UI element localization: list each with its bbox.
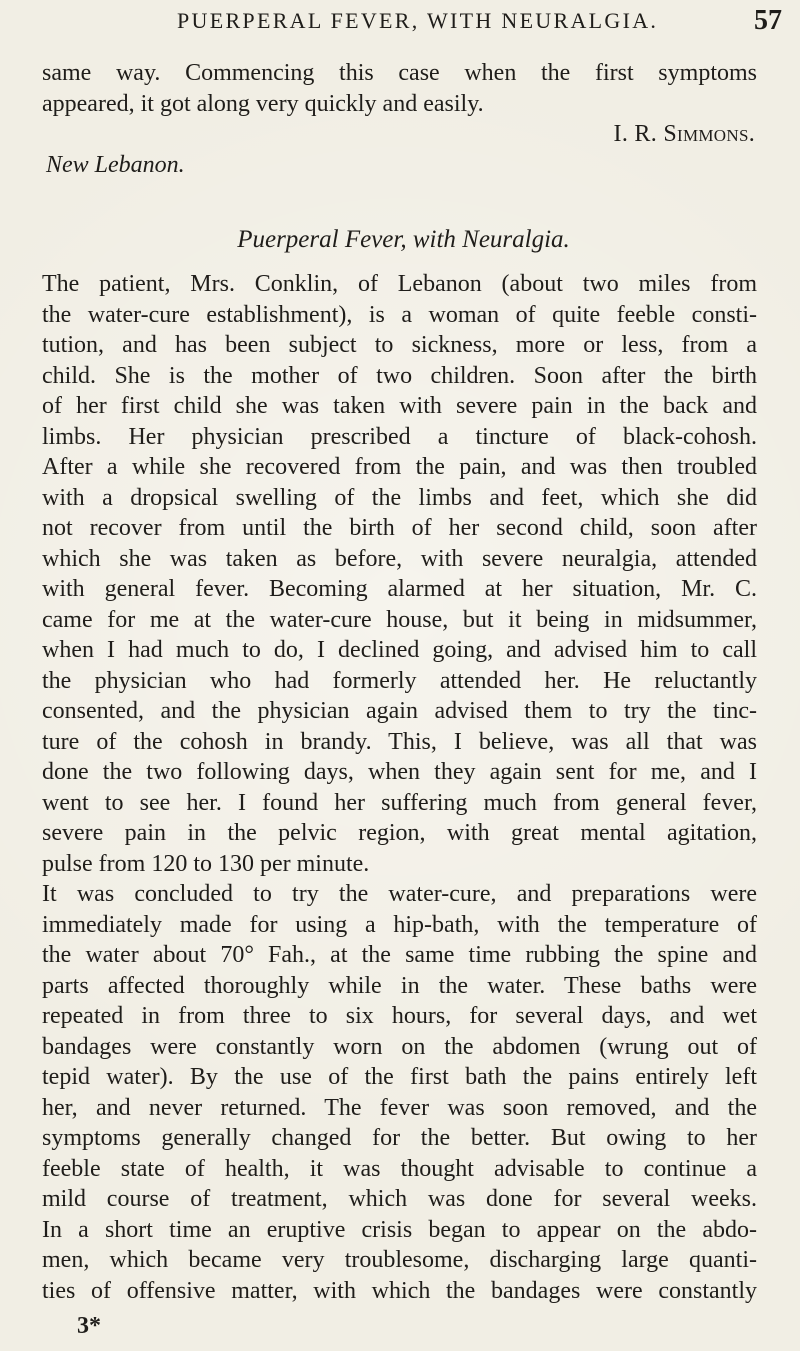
place-name: New Lebanon.	[46, 151, 185, 178]
text-line: child. She is the mother of two children. Soon after the birth	[42, 362, 757, 389]
text-line: the physician who had formerly attended her. He reluctantly	[42, 667, 757, 694]
text-line: tepid water). By the use of the first bath the pains entirely left	[42, 1064, 757, 1090]
text-line: her, and never returned. The fever was soon removed, and the	[42, 1094, 757, 1121]
text-line: It was concluded to try the water-cure, and preparations were	[42, 881, 757, 907]
text-line: with general fever. Becoming alarmed at her situation, Mr. C.	[42, 576, 757, 602]
text-line: appeared, it got along very quickly and easily.	[42, 90, 484, 117]
text-line: of her first child she was taken with severe pain in the back and	[42, 393, 757, 419]
text-line: not recover from until the birth of her second child, soon after	[42, 515, 757, 541]
text-line: After a while she recovered from the pain, and was then troubled	[42, 454, 757, 480]
text-line: immediately made for using a hip-bath, with the temperature of	[42, 911, 757, 938]
text-line: done the two following days, when they again sent for me, and I	[42, 759, 757, 785]
text-line: same way. Commencing this case when the first symptoms	[42, 60, 757, 86]
text-line: tution, and has been subject to sickness, more or less, from a	[42, 332, 757, 358]
text-line: the water about 70° Fah., at the same time rubbing the spine and	[42, 942, 757, 968]
text-line: The patient, Mrs. Conklin, of Lebanon (about two miles from	[42, 271, 757, 297]
text-line: parts affected thoroughly while in the water. These baths were	[42, 972, 757, 999]
running-head-title: PUERPERAL FEVER, WITH NEURALGIA.	[177, 8, 659, 33]
text-line: came for me at the water-cure house, but it being in midsummer,	[42, 606, 757, 633]
signature-initials: I. R.	[613, 121, 658, 147]
author-signature	[42, 119, 757, 150]
text-line: repeated in from three to six hours, for several days, and wet	[42, 1003, 757, 1029]
text-line: pulse from 120 to 130 per minute.	[42, 850, 370, 877]
signature-surname: Simmons.	[663, 121, 755, 147]
text-line: which she was taken as before, with severe neuralgia, attended	[42, 545, 757, 572]
text-line: mild course of treatment, which was done for several weeks.	[42, 1186, 757, 1212]
section-title: Puerperal Fever, with Neuralgia.	[237, 226, 570, 253]
text-line: ties of offensive matter, with which the bandages were constantly	[42, 1277, 757, 1304]
text-line: bandages were constantly worn on the abdomen (wrung out of	[42, 1033, 757, 1060]
text-line: limbs. Her physician prescribed a tincture of black-cohosh.	[42, 423, 757, 450]
page-number: 57	[754, 5, 782, 36]
text-line: severe pain in the pelvic region, with great mental agitation,	[42, 820, 757, 846]
text-line: with a dropsical swelling of the limbs and feet, which she did	[42, 484, 757, 511]
running-head	[0, 4, 800, 38]
text-line: men, which became very troublesome, discharging large quanti-	[42, 1247, 757, 1273]
text-line: ture of the cohosh in brandy. This, I believe, was all that was	[42, 728, 757, 755]
text-line: symptoms generally changed for the better. But owing to her	[42, 1125, 757, 1151]
text-line: when I had much to do, I declined going, and advised him to call	[42, 637, 757, 663]
text-block	[42, 58, 757, 1306]
text-line: In a short time an eruptive crisis began to appear on the abdo-	[42, 1216, 757, 1243]
text-line: the water-cure establishment), is a woman of quite feeble consti-	[42, 301, 757, 328]
text-line: consented, and the physician again advised them to try the tinc-	[42, 698, 757, 724]
signature-mark: 3*	[77, 1313, 101, 1339]
text-line: feeble state of health, it was thought advisable to continue a	[42, 1155, 757, 1182]
text-line: went to see her. I found her suffering much from general fever,	[42, 789, 757, 816]
